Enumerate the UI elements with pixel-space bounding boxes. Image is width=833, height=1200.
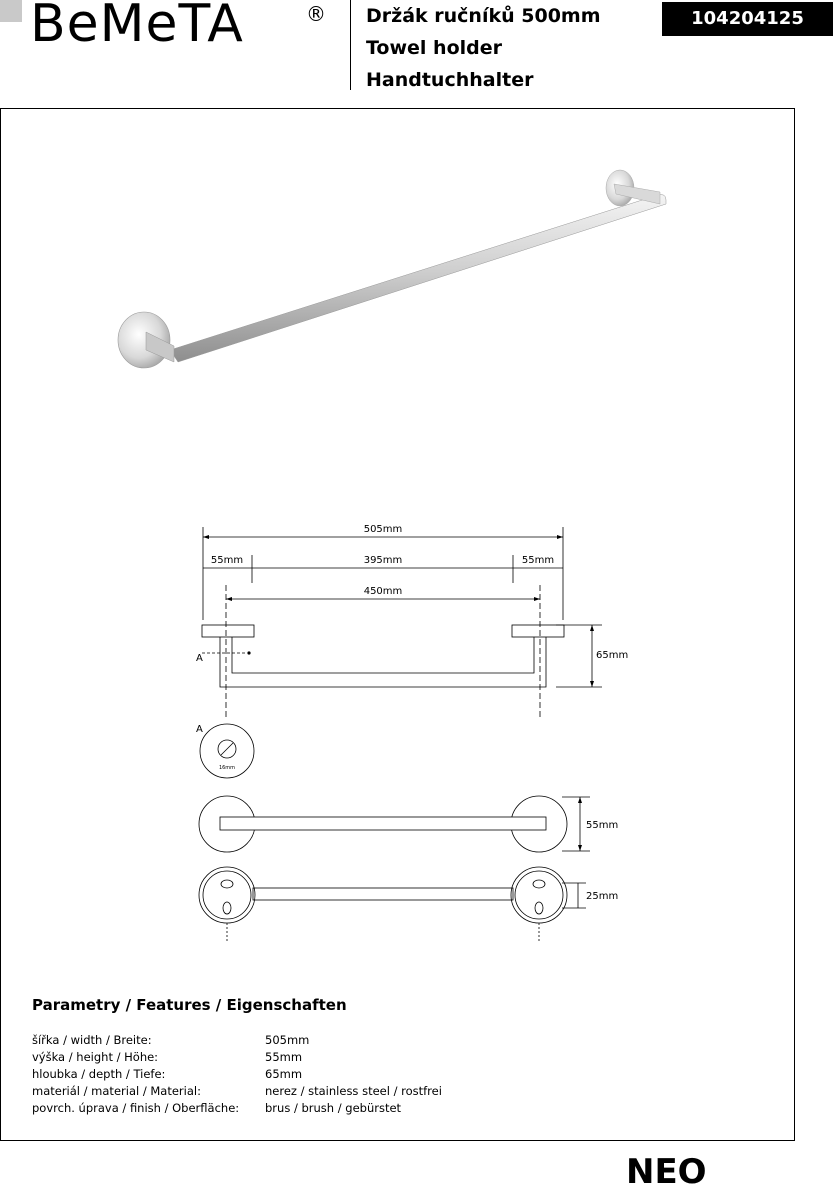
- dim-mount-spacing: 450mm: [363, 586, 403, 597]
- dim-detail-diameter: 16mm: [218, 765, 236, 771]
- dim-right-rosette: 55mm: [521, 555, 555, 566]
- feature-label: materiál / material / Material:: [32, 1084, 201, 1098]
- bar-photo: [170, 195, 666, 362]
- feature-label: povrch. úprava / finish / Oberfläche:: [32, 1101, 240, 1115]
- feature-value: 505mm: [265, 1033, 310, 1047]
- dim-depth: 65mm: [596, 650, 629, 661]
- logo-mark: [0, 0, 22, 22]
- dim-overall-width: 505mm: [363, 524, 403, 535]
- section-marker: A: [196, 653, 203, 664]
- feature-value: brus / brush / gebürstet: [265, 1101, 402, 1115]
- header-divider: [350, 0, 351, 90]
- title-en: Towel holder: [366, 37, 503, 59]
- product-photo: [110, 160, 680, 385]
- series-name: NEO: [626, 1152, 707, 1192]
- dim-bar-inner: 395mm: [363, 555, 403, 566]
- technical-drawing: [190, 515, 650, 945]
- product-titles: [366, 0, 601, 96]
- feature-label: hloubka / depth / Tiefe:: [32, 1067, 166, 1081]
- logo-text: BeMeTA: [30, 0, 244, 54]
- title-cs: Držák ručníků 500mm: [366, 5, 601, 27]
- brand-logo: [0, 0, 340, 60]
- detail-label: A: [196, 724, 203, 735]
- dim-height: 55mm: [586, 820, 619, 831]
- dim-fixing: 25mm: [586, 891, 619, 902]
- feature-label: výška / height / Höhe:: [32, 1050, 159, 1064]
- feature-value: nerez / stainless steel / rostfrei: [265, 1084, 442, 1098]
- feature-value: 55mm: [265, 1050, 303, 1064]
- dim-left-rosette: 55mm: [210, 555, 244, 566]
- feature-label: šířka / width / Breite:: [32, 1033, 152, 1047]
- registered-mark: ®: [306, 2, 326, 26]
- product-code-badge: 104204125: [662, 2, 833, 36]
- features-title: Parametry / Features / Eigenschaften: [32, 996, 347, 1014]
- title-de: Handtuchhalter: [366, 69, 534, 91]
- feature-value: 65mm: [265, 1067, 303, 1081]
